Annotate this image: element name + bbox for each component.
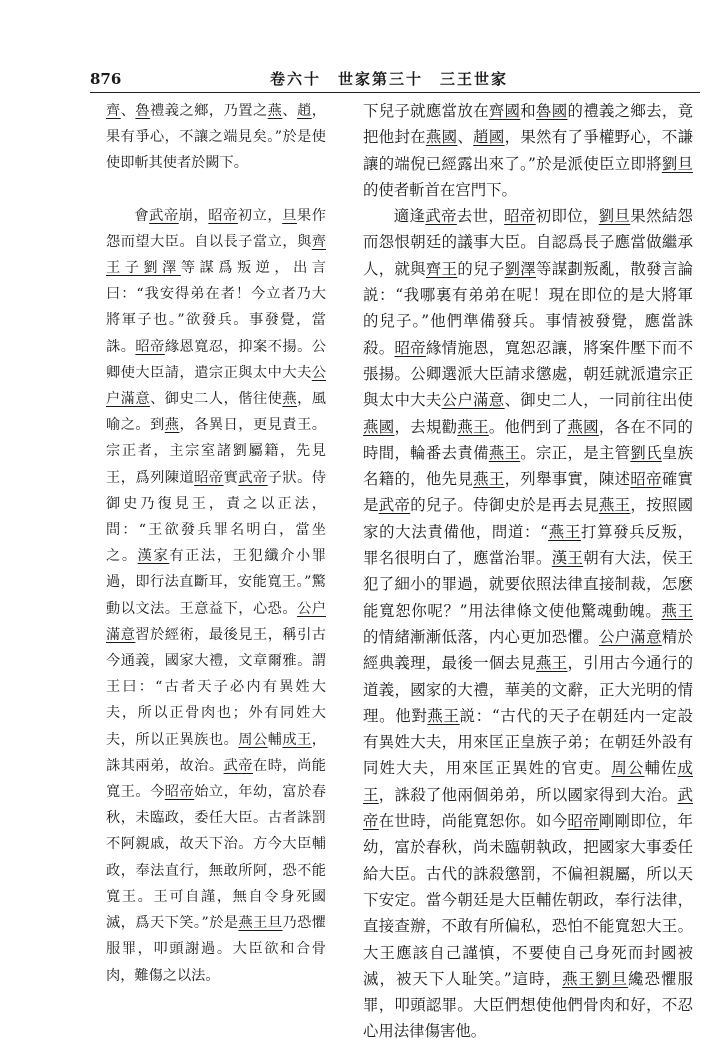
- proper-name-mark: 公户滿意: [441, 391, 505, 410]
- classical-paragraph-2: 會武帝崩，昭帝初立，旦果作怨而望大臣。自以長子當立，與齊王子劉澤等謀爲叛逆，出言曰：“我安得弟在者！今立者乃大將軍子也。”欲發兵。事發覺，當誅。昭帝緣恩寬忍，抑案不揚。公卿使大臣請，遣宗正與太中大夫公户滿意、御史二人，偕往使燕，風喻之。到燕，各異日，更見責王。宗正者，主宗室諸劉屬籍，先見王，爲列陳道昭帝實武帝子狀。侍御史乃復見王，責之以正法，問：“王欲發兵罪名明白，當坐之。漢家有正法，王犯纖介小罪過，即行法直斷耳，安能寬王。”驚動以文法。王意益下，心恐。公户滿意習於經術，最後見王，稱引古今通義，國家大禮，文章爾雅。謂王曰：“古者天子必内有異姓大夫，所以正骨肉也；外有同姓大夫，所以正異族也。周公輔成王，誅其兩弟，故治。武帝在時，尚能寬王。今昭帝始立，年幼，富於春秋，未臨政，委任大臣。古者誅罰不阿親戚，故天下治。方今大臣輔政，奉法直行，無敢所阿，恐不能寬王。王可自謹，無自令身死國滅，爲天下笑。”於是燕王旦乃恐懼服罪，叩頭謝過。大臣欲和合骨肉，難傷之以法。: [106, 207, 326, 984]
- proper-name-mark: 燕王: [473, 470, 505, 489]
- proper-name-mark: 齊: [106, 103, 121, 119]
- proper-name-mark: 燕國: [363, 417, 395, 436]
- classical-paragraph-1: 齊、魯禮義之鄉，乃置之燕、趙，果有爭心，不讓之端見矣。”於是使使即斬其使者於闕下。: [106, 103, 326, 172]
- proper-name-mark: 魯: [135, 103, 151, 119]
- paragraph-gap: [106, 177, 326, 203]
- running-head: 卷六十 世家第三十 三王世家: [270, 70, 509, 88]
- proper-name-mark: 燕王: [562, 969, 596, 988]
- proper-name-mark: 燕: [267, 103, 283, 119]
- classical-text-column: [106, 98, 326, 989]
- proper-name-mark: 燕王旦: [238, 915, 283, 932]
- proper-name-mark: 燕王: [488, 443, 521, 462]
- proper-name-mark: 齊王子: [106, 233, 326, 277]
- proper-name-mark: 公户滿意: [106, 600, 326, 643]
- header-rule: [90, 92, 700, 93]
- proper-name-mark: 旦: [282, 207, 297, 224]
- proper-name-mark: 劉旦: [661, 154, 693, 173]
- proper-name-mark: 昭帝: [630, 470, 662, 489]
- proper-name-mark: 昭帝: [504, 207, 536, 226]
- proper-name-mark: 武帝: [425, 207, 457, 226]
- proper-name-mark: 燕王: [661, 601, 693, 620]
- proper-name-mark: 武帝: [149, 207, 179, 224]
- proper-name-mark: 燕: [164, 417, 180, 434]
- proper-name-mark: 燕王: [427, 706, 460, 725]
- proper-name-mark: 武帝: [378, 496, 411, 515]
- proper-name-mark: 劉旦: [598, 207, 631, 226]
- translation-column: [363, 98, 693, 1045]
- page-header: [62, 58, 692, 88]
- proper-name-mark: 劉氏: [630, 443, 662, 462]
- proper-name-mark: 昭帝: [567, 812, 599, 831]
- proper-name-mark: 昭帝: [194, 469, 224, 486]
- proper-name-mark: 燕國: [425, 128, 458, 147]
- proper-name-mark: 劉澤: [143, 260, 181, 277]
- proper-name-mark: 燕王: [548, 522, 581, 541]
- proper-name-mark: 齊王: [425, 259, 458, 278]
- proper-name-mark: 周公: [238, 731, 268, 748]
- proper-name-mark: 燕: [282, 391, 298, 408]
- proper-name-mark: 漢家: [137, 548, 170, 565]
- proper-name-mark: 武帝: [363, 785, 693, 831]
- proper-name-mark: 燕王: [536, 654, 568, 673]
- proper-name-mark: 齊國: [488, 102, 521, 120]
- proper-name-mark: 周公: [611, 759, 645, 778]
- translation-paragraph-2: 適逢武帝去世，昭帝初即位，劉旦果然結怨而怨恨朝廷的議事大臣。自認爲長子應當做繼承人，就與齊王的兒子劉澤等謀劃叛亂，散發言論説：“我哪裏有弟弟在呢！現在即位的是大將軍的兒子。”他們準備發兵。事情被發覺，應當誅殺。昭帝緣情施恩，寬恕忍讓，將案件壓下而不張揚。公卿選派大臣請求懲處，朝廷就派遣宗正與太中大夫公户滿意、御史二人，一同前往出使燕國，去規勸燕王。他們到了燕國，各在不同的時間，輪番去責備燕王。宗正，是主管劉氏皇族名籍的，他先見燕王，列舉事實，陳述昭帝確實是武帝的兒子。侍御史於是再去見燕王，按照國家的大法責備他，問道：“燕王打算發兵反叛，罪名很明白了，應當治罪。漢王朝有大法，侯王犯了細小的罪過，就要依照法律直接制裁，怎麽能寬恕你呢？”用法律條文使他驚魂動魄。燕王的情緒漸漸低落，内心更加恐懼。公户滿意精於經典義理，最後一個去見燕王，引用古今通行的道義，國家的大禮，華美的文辭，正大光明的情理。他對燕王説：“古代的天子在朝廷内一定設有異姓大夫，用來匡正皇族子弟；在朝廷外設有同姓大夫，用來匡正異姓的官吏。周公輔佐成王，誅殺了他兩個弟弟，所以國家得到大治。武帝在世時，尚能寬恕你。如今昭帝剛剛即位，年幼，富於春秋，尚未臨朝執政，把國家大事委任給大臣。古代的誅殺懲罰，不偏袒親屬，所以天下安定。當今朝廷是大臣輔佐朝政，奉行法律，直接查辦，不敢有所偏私，恐怕不能寬恕大王。大王應該自己謹慎，不要使自己身死而封國被滅，被天下人耻笑。”這時，燕王劉旦纔恐懼服罪，叩頭認罪。大臣們想使他們骨肉和好，不忍心用法律傷害他。: [363, 207, 693, 1041]
- proper-name-mark: 武帝: [238, 469, 268, 486]
- proper-name-mark: 昭帝: [208, 207, 238, 224]
- proper-name-mark: 公户滿意: [106, 364, 326, 408]
- proper-name-mark: 昭帝: [394, 338, 426, 357]
- proper-name-mark: 公户滿意: [598, 627, 662, 646]
- proper-name-mark: 燕國: [567, 417, 599, 436]
- proper-name-mark: 趙國: [473, 128, 505, 147]
- proper-name-mark: 趙: [297, 103, 312, 119]
- proper-name-mark: 武帝: [223, 757, 253, 774]
- proper-name-mark: 燕王: [598, 496, 631, 515]
- page-number: 876: [90, 70, 122, 88]
- proper-name-mark: 漢王: [551, 549, 584, 568]
- proper-name-mark: 昭帝: [164, 784, 195, 801]
- proper-name-mark: 魯國: [536, 102, 568, 120]
- proper-name-mark: 成王: [363, 759, 693, 804]
- proper-name-mark: 昭帝: [135, 338, 165, 355]
- proper-name-mark: 成王: [282, 731, 312, 748]
- proper-name-mark: 劉旦: [595, 969, 629, 988]
- proper-name-mark: 燕王: [457, 417, 489, 436]
- proper-name-mark: 劉澤: [504, 259, 537, 278]
- translation-paragraph-1: 下兒子就應當放在齊國和魯國的禮義之鄉去，竟把他封在燕國、趙國，果然有了爭權野心，不謙讓的端倪已經露出來了。”於是派使臣立即將劉旦的使者斬首在宫門下。: [363, 102, 693, 199]
